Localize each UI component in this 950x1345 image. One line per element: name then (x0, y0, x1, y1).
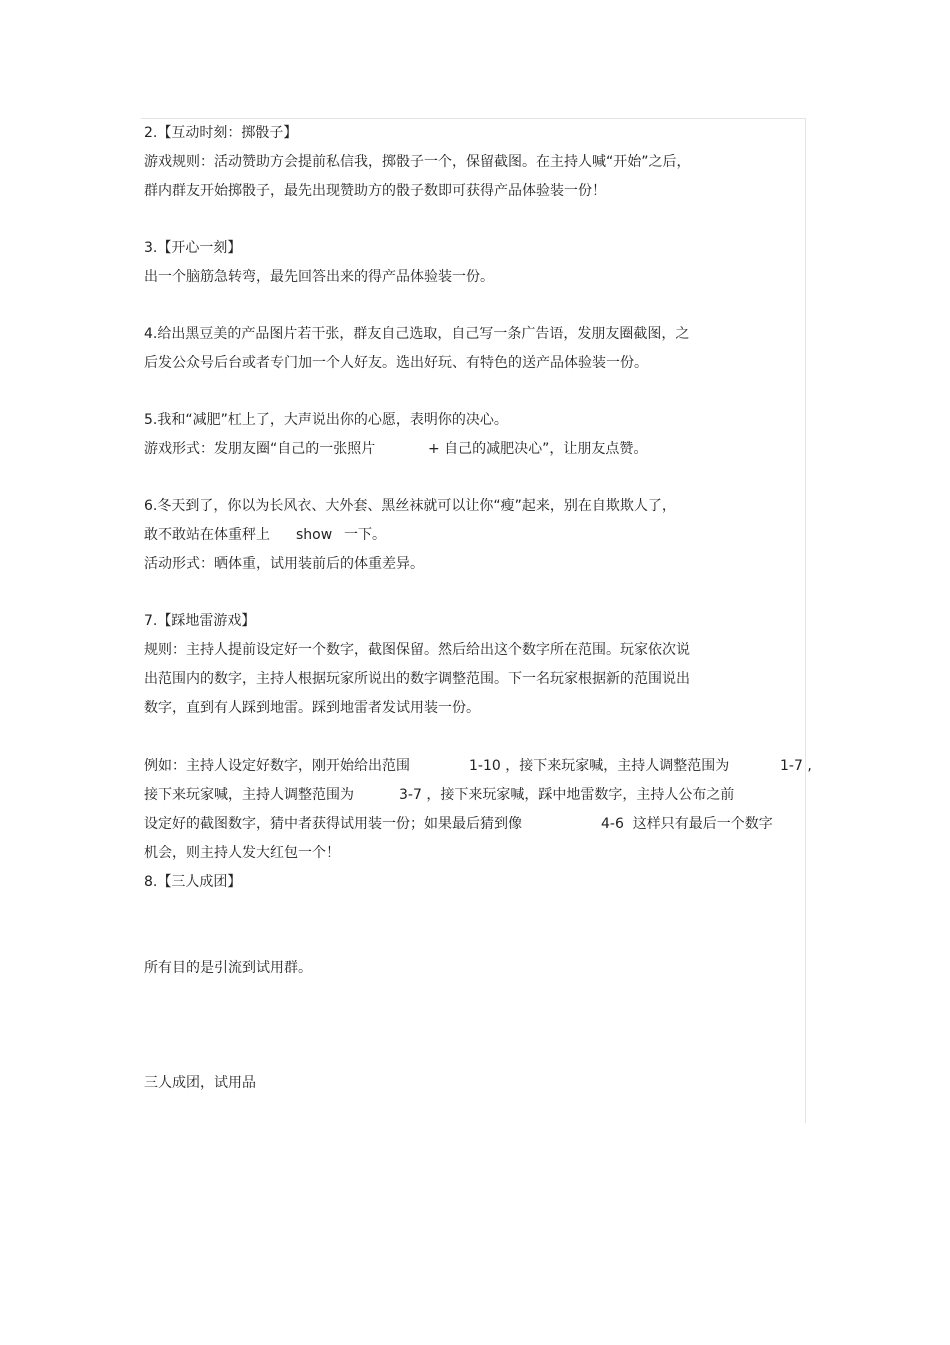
section-5-form-line (144, 440, 764, 458)
example-line-1-part-2: 1-10 ，接下来玩家喊，主持人调整范围为 (469, 758, 730, 774)
example-line-1 (144, 757, 824, 775)
section-4-text-line-1: 4.给出黑豆美的产品图片若干张，群友自己选取，自己写一条广告语，发朋友圈截图，之 (144, 326, 690, 342)
section-8-trial: 三人成团，试用品 (144, 1075, 256, 1091)
section-2-rule-line-1: 游戏规则：活动赞助方会提前私信我，掷骰子一个，保留截图。在主持人喊“开始”之后， (144, 154, 691, 170)
section-6-text-line-2 (144, 526, 764, 544)
example-line-3 (144, 815, 794, 833)
section-3-heading: 3.【开心一刻】 (144, 240, 242, 256)
section-7-rule-line-2: 出范围内的数字，主持人根据玩家所说出的数字调整范围。下一名玩家根据新的范围说出 (144, 671, 690, 687)
section-6-show-word: show (296, 527, 333, 543)
example-line-3-part-2: 4-6 这样只有最后一个数字 (601, 816, 773, 832)
section-2-rule-line-2: 群内群友开始掷骰子，最先出现赞助方的骰子数即可获得产品体验装一份！ (144, 183, 606, 199)
section-7-rule-line-1: 规则：主持人提前设定好一个数字，截图保留。然后给出这个数字所在范围。玩家依次说 (144, 642, 690, 658)
section-5-form-part-1: 游戏形式：发朋友圈“自己的一张照片 (144, 441, 376, 457)
section-6-part-1: 敢不敢站在体重秤上 (144, 527, 270, 543)
section-8-heading: 8.【三人成团】 (144, 874, 242, 890)
example-line-4: 机会，则主持人发大红包一个！ (144, 845, 340, 861)
section-6-text-line-1: 6.冬天到了，你以为长风衣、大外套、黑丝袜就可以让你“瘦”起来，别在自欺欺人了， (144, 498, 676, 514)
section-8-purpose: 所有目的是引流到试用群。 (144, 960, 312, 976)
section-6-part-3: 一下。 (344, 527, 386, 543)
example-line-2-part-1: 接下来玩家喊，主持人调整范围为 (144, 787, 354, 803)
example-line-2 (144, 786, 784, 804)
section-4-text-line-2: 后发公众号后台或者专门加一个人好友。选出好玩、有特色的送产品体验装一份。 (144, 355, 648, 371)
section-2-heading: 2.【互动时刻：掷骰子】 (144, 125, 298, 141)
section-7-rule-line-3: 数字，直到有人踩到地雷。踩到地雷者发试用装一份。 (144, 700, 480, 716)
example-line-1-part-3: 1-7 , (780, 758, 812, 774)
section-5-heading: 5.我和“减肥”杠上了，大声说出你的心愿，表明你的决心。 (144, 412, 508, 428)
section-3-text: 出一个脑筋急转弯，最先回答出来的得产品体验装一份。 (144, 269, 494, 285)
example-line-2-part-2: 3-7 ，接下来玩家喊，踩中地雷数字，主持人公布之前 (399, 787, 735, 803)
section-6-activity-form: 活动形式：晒体重，试用装前后的体重差异。 (144, 556, 424, 572)
example-line-1-part-1: 例如：主持人设定好数字，刚开始给出范围 (144, 758, 410, 774)
example-line-3-part-1: 设定好的截图数字，猜中者获得试用装一份；如果最后猜到像 (144, 816, 522, 832)
section-5-form-part-2: + 自己的减肥决心”，让朋友点赞。 (428, 441, 648, 457)
section-7-heading: 7.【踩地雷游戏】 (144, 613, 256, 629)
